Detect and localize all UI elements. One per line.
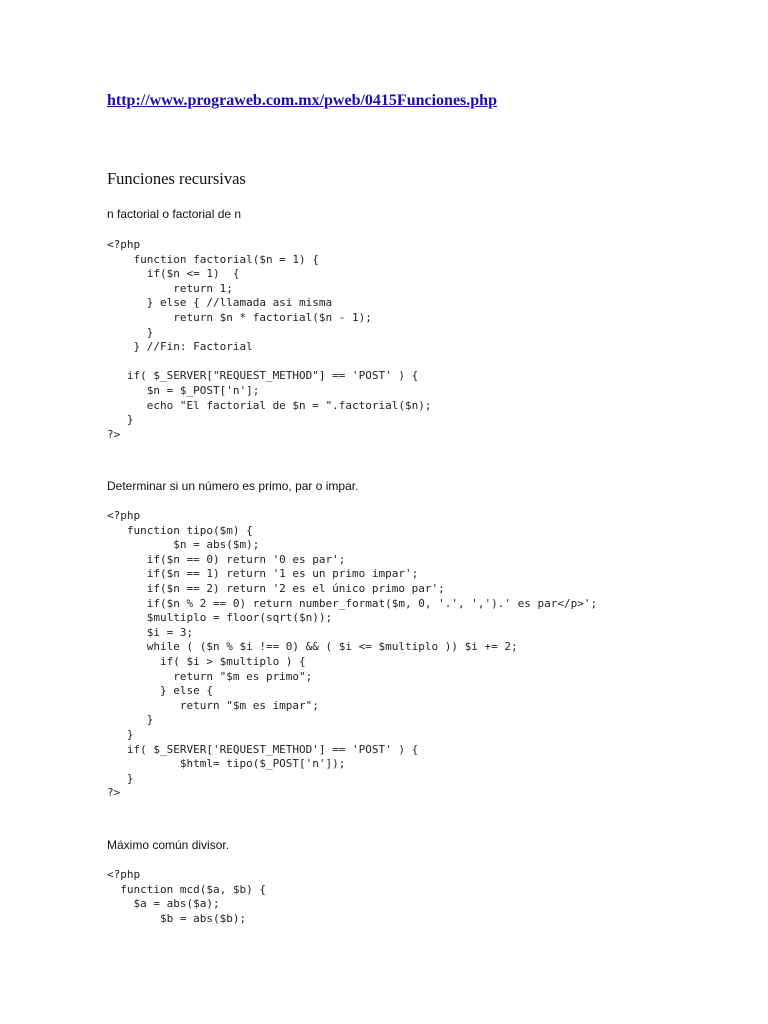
code-line: return 1; (107, 281, 233, 295)
code-line: $a = abs($a); (107, 897, 220, 911)
code-line: function mcd($a, $b) { (107, 882, 266, 896)
code-line: $n = $_POST['n']; (107, 383, 260, 397)
code-line: } (107, 727, 134, 741)
code-line: if($n == 2) return '2 es el único primo par'; (107, 581, 445, 595)
section-heading-mcd: Máximo común divisor. (107, 838, 230, 852)
code-line: $b = abs($b); (107, 911, 247, 925)
code-line: } //Fin: Factorial (107, 340, 253, 354)
code-line: <?php (107, 238, 141, 251)
code-line: while ( ($n % $i !== 0) && ( $i <= $multiplo )) $i += 2; (107, 640, 518, 654)
code-line: return "$m es primo"; (107, 669, 313, 683)
code-line: } (107, 413, 134, 427)
code-line (107, 355, 432, 370)
code-line: $i = 3; (107, 625, 194, 639)
code-line: if( $_SERVER["REQUEST_METHOD"] == 'POST' ) { (107, 369, 419, 383)
code-line: $html= tipo($_POST['n']); (107, 757, 346, 771)
code-line: if( $i > $multiplo ) { (107, 654, 306, 668)
code-line: return $n * factorial($n - 1); (107, 310, 372, 324)
code-line: if($n <= 1) { (107, 267, 240, 281)
code-line: ?> (107, 786, 121, 800)
code-block-factorial (107, 238, 432, 442)
section-heading-factorial: n factorial o factorial de n (107, 207, 242, 221)
code-line: function tipo($m) { (107, 523, 253, 537)
code-line: } (107, 713, 154, 727)
code-line: if( $_SERVER['REQUEST_METHOD'] == 'POST' ) { (107, 742, 419, 756)
code-line: echo "El factorial de $n = ".factorial($n); (107, 398, 432, 412)
section-heading-primo: Determinar si un número es primo, par o impar. (107, 479, 359, 493)
page-title: Funciones recursivas (107, 169, 246, 188)
code-block-primo (107, 509, 597, 801)
code-line: } (107, 325, 154, 339)
code-line: $n = abs($m); (107, 538, 260, 552)
source-link[interactable]: http://www.prograweb.com.mx/pweb/0415Funciones.php (107, 92, 497, 109)
code-line: function factorial($n = 1) { (107, 252, 319, 266)
code-line: return "$m es impar"; (107, 698, 319, 712)
code-line: if($n == 0) return '0 es par'; (107, 552, 346, 566)
code-line: if($n == 1) return '1 es un primo impar'; (107, 567, 419, 581)
code-line: } (107, 771, 134, 785)
code-line: <?php (107, 509, 141, 522)
code-line: ?> (107, 427, 121, 441)
code-line: $multiplo = floor(sqrt($n)); (107, 611, 333, 625)
code-line: } else { //llamada asi misma (107, 296, 333, 310)
code-line: if($n % 2 == 0) return number_format($m, 0, '.', ',').' es par</p>'; (107, 596, 598, 610)
code-line: <?php (107, 868, 141, 881)
code-block-mcd (107, 868, 266, 926)
code-line: } else { (107, 684, 213, 698)
